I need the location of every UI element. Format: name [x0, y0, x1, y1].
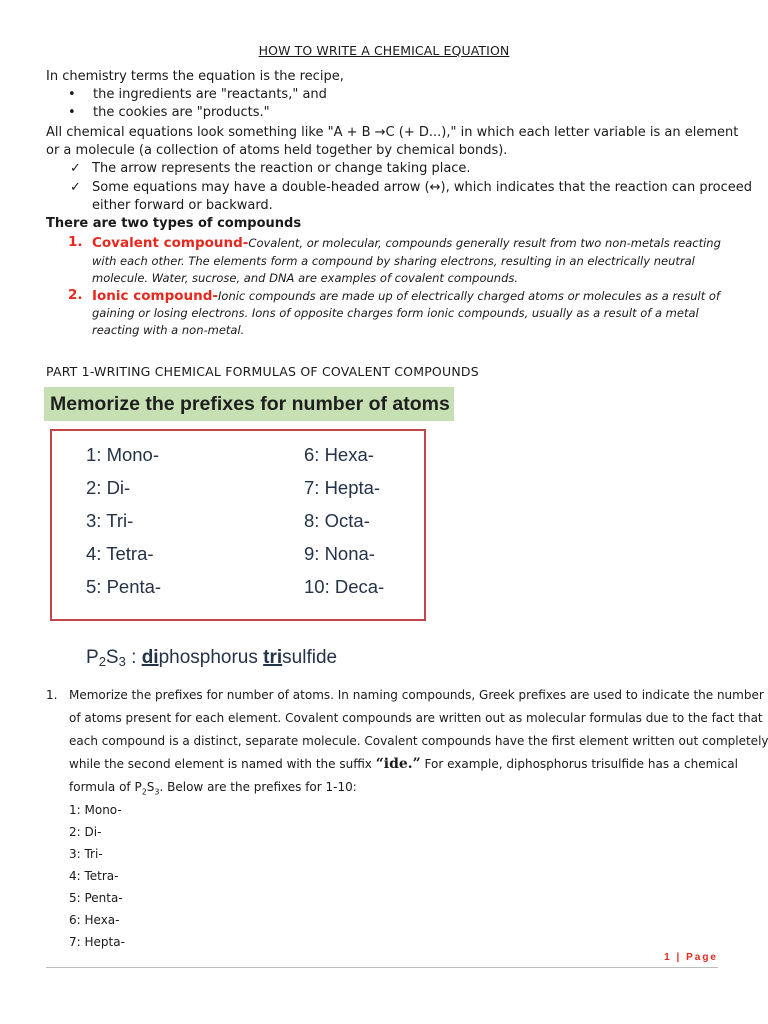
list-number: 1. [68, 234, 83, 250]
prefix-table [50, 429, 426, 621]
prefix-list-item: 3: Tri- [69, 847, 103, 861]
prefix-banner: Memorize the prefixes for number of atoms [44, 387, 454, 421]
prefix-entry: 4: Tetra- [86, 543, 154, 564]
prefix-entry: 3: Tri- [86, 510, 134, 531]
paragraph-number: 1. [46, 688, 58, 702]
checkmark-icon: ✓ [70, 161, 81, 176]
prefix-entry: 8: Octa- [304, 510, 370, 531]
paragraph-text: S [146, 780, 155, 794]
prefix-entry: 6: Hexa- [304, 444, 374, 465]
prefix-entry: 2: Di- [86, 477, 131, 498]
prefix-list-item: 4: Tetra- [69, 869, 119, 883]
prefix-entry: 9: Nona- [304, 543, 375, 564]
check-text-continuation: either forward or backward. [92, 198, 273, 213]
paragraph-text: while the second element is named with the suffix [69, 757, 376, 771]
formula-subscript: 3 [118, 654, 126, 669]
compound-type-ionic [92, 287, 720, 306]
prefix-entry: 1: Mono- [86, 444, 160, 465]
paragraph-text: For example, diphosphorus trisulfide has a chemical [420, 757, 738, 771]
separator: : [125, 647, 142, 668]
compound-description-line: reacting with a non-metal. [92, 323, 245, 337]
compound-description: Covalent, or molecular, compounds generally result from two non-metals reacting [248, 236, 721, 250]
prefix-entry: 10: Deca- [304, 576, 385, 597]
prefix-list-item: 1: Mono- [69, 803, 122, 817]
paragraph-line [69, 753, 738, 776]
compound-type-covalent [92, 234, 721, 253]
prefix-list-item: 6: Hexa- [69, 913, 120, 927]
bullet-icon: • [68, 105, 76, 120]
equation-paragraph-line: or a molecule (a collection of atoms held together by chemical bonds). [46, 143, 508, 158]
bullet-text: the cookies are "products." [93, 105, 270, 120]
naming-example [86, 647, 337, 669]
formula-subscript: 2 [98, 654, 106, 669]
check-text: The arrow represents the reaction or change taking place. [92, 161, 471, 176]
example-word: phosphorus [158, 647, 264, 668]
document-title: HOW TO WRITE A CHEMICAL EQUATION [258, 43, 510, 58]
example-word: sulfide [282, 647, 338, 668]
prefix-entry: 7: Hepta- [304, 477, 381, 498]
ide-suffix: “ide.” [375, 756, 421, 772]
prefix-highlight: tri [263, 647, 283, 668]
prefix-highlight: di [141, 647, 159, 668]
paragraph-text: formula of P [69, 780, 142, 794]
types-heading: There are two types of compounds [46, 216, 302, 231]
bullet-text: the ingredients are "reactants," and [93, 87, 327, 102]
compound-label: Ionic compound- [92, 288, 219, 304]
part-heading: PART 1-WRITING CHEMICAL FORMULAS OF COVALENT COMPOUNDS [46, 364, 479, 379]
compound-description: Ionic compounds are made up of electrically charged atoms or molecules as a result of [218, 289, 720, 303]
page-number: 1 | Page [664, 952, 718, 963]
intro-text: In chemistry terms the equation is the recipe, [46, 69, 344, 84]
checkmark-icon: ✓ [70, 180, 81, 195]
equation-paragraph-line: All chemical equations look something like "A + B →C (+ D...)," in which each letter variable is an element [46, 125, 739, 140]
compound-label: Covalent compound- [92, 235, 249, 251]
paragraph-line: of atoms present for each element. Covalent compounds are written out as molecular formulas due to the fact that [69, 711, 763, 725]
prefix-list-item: 7: Hepta- [69, 935, 125, 949]
check-item [70, 160, 471, 178]
compound-description-line: molecule. Water, sucrose, and DNA are examples of covalent compounds. [92, 271, 519, 285]
bullet-item [68, 86, 327, 104]
compound-description-line: with each other. The elements form a compound by sharing electrons, resulting in an electrically neutral [92, 254, 695, 268]
formula-element: S [105, 647, 119, 668]
paragraph-line: Memorize the prefixes for number of atoms. In naming compounds, Greek prefixes are used to indicate the number [69, 688, 764, 702]
check-text: Some equations may have a double-headed arrow (↔), which indicates that the reaction can proceed [92, 180, 753, 195]
bullet-icon: • [68, 87, 76, 102]
footer-divider [46, 967, 718, 968]
formula-subscript: 2 [141, 787, 147, 797]
paragraph-text: . Below are the prefixes for 1-10: [159, 780, 357, 794]
prefix-list-item: 5: Penta- [69, 891, 123, 905]
formula-subscript: 3 [154, 787, 160, 797]
paragraph-line: each compound is a distinct, separate molecule. Covalent compounds have the first element written out completely [69, 734, 768, 748]
check-item [70, 179, 753, 197]
bullet-item [68, 104, 270, 122]
prefix-entry: 5: Penta- [86, 576, 162, 597]
prefix-list-item: 2: Di- [69, 825, 102, 839]
compound-description-line: gaining or losing electrons. Ions of opposite charges form ionic compounds, usually as a result of a metal [92, 306, 699, 320]
list-number: 2. [68, 287, 83, 303]
formula-element: P [86, 647, 99, 668]
